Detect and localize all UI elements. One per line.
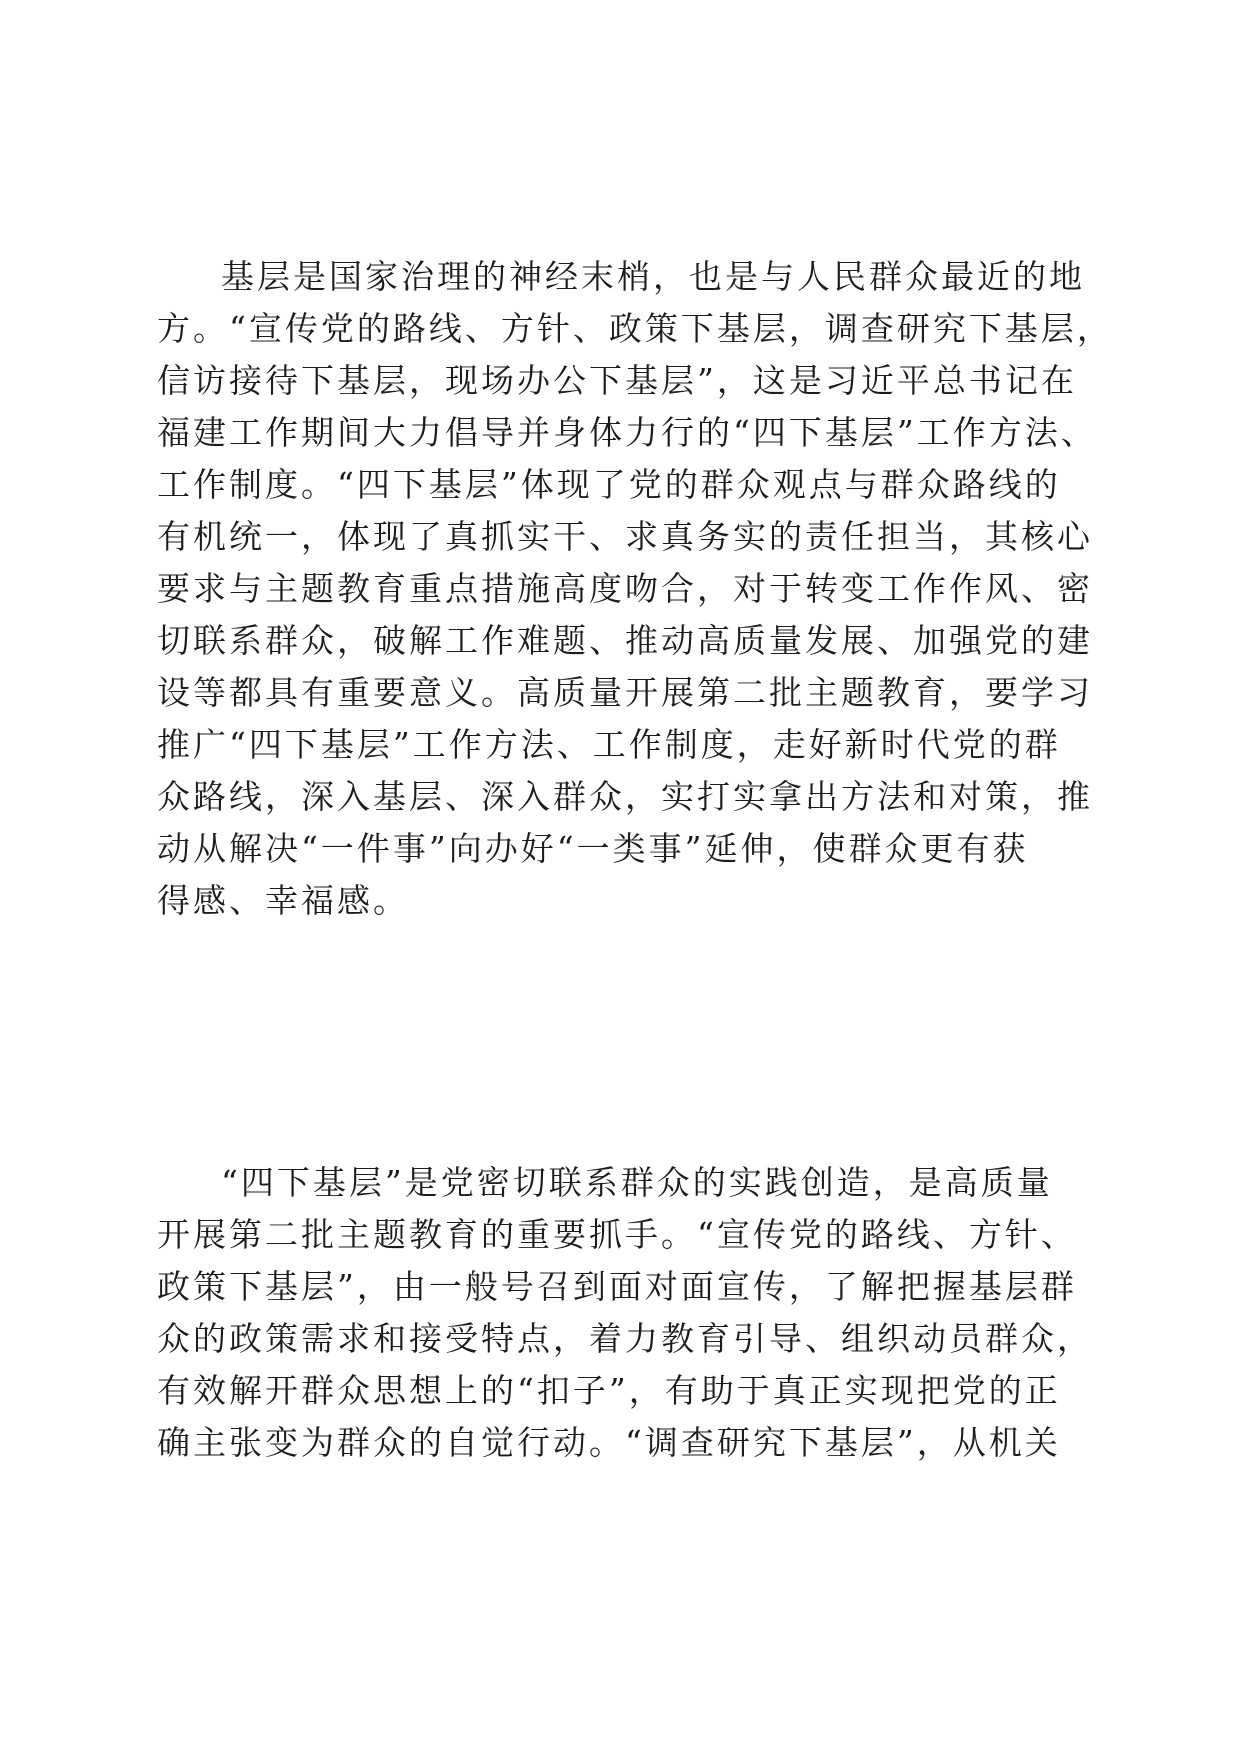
paragraph-line: 福建工作期间大力倡导并身体力行的“四下基层”工作方法、 — [157, 413, 1097, 452]
paragraph-line: 确主张变为群众的自觉行动。“调查研究下基层”，从机关 — [157, 1423, 1061, 1462]
paragraph-line: 有机统一，体现了真抓实干、求真务实的责任担当，其核心 — [157, 517, 1093, 556]
paragraph-line: 动从解决“一件事”向办好“一类事”延伸，使群众更有获 — [157, 829, 1029, 868]
paragraph-line: 工作制度。“四下基层”体现了党的群众观点与群众路线的 — [157, 465, 1061, 504]
paragraph-line: 推广“四下基层”工作方法、工作制度，走好新时代党的群 — [157, 725, 1061, 764]
paragraph-line: 众的政策需求和接受特点，着力教育引导、组织动员群众， — [157, 1319, 1093, 1358]
paragraph-line: 设等都具有重要意义。高质量开展第二批主题教育，要学习 — [157, 673, 1093, 712]
paragraph-line: 要求与主题教育重点措施高度吻合，对于转变工作作风、密 — [157, 569, 1093, 608]
paragraph-line: 众路线，深入基层、深入群众，实打实拿出方法和对策，推 — [157, 777, 1093, 816]
paragraph-line: 方。“宣传党的路线、方针、政策下基层，调查研究下基层， — [157, 309, 1113, 348]
paragraph-line: 有效解开群众思想上的“扣子”，有助于真正实现把党的正 — [157, 1371, 1061, 1410]
paragraph-line: 政策下基层”，由一般号召到面对面宣传，了解把握基层群 — [157, 1267, 1077, 1306]
paragraph-line: 开展第二批主题教育的重要抓手。“宣传党的路线、方针、 — [157, 1215, 1077, 1254]
paragraph-line: “四下基层”是党密切联系群众的实践创造，是高质量 — [221, 1163, 1053, 1202]
paragraph-line: 信访接待下基层，现场办公下基层”，这是习近平总书记在 — [157, 361, 1077, 400]
paragraph-line: 得感、幸福感。 — [157, 881, 409, 920]
paragraph-line: 切联系群众，破解工作难题、推动高质量发展、加强党的建 — [157, 621, 1093, 660]
paragraph-line: 基层是国家治理的神经末梢，也是与人民群众最近的地 — [221, 257, 1085, 296]
